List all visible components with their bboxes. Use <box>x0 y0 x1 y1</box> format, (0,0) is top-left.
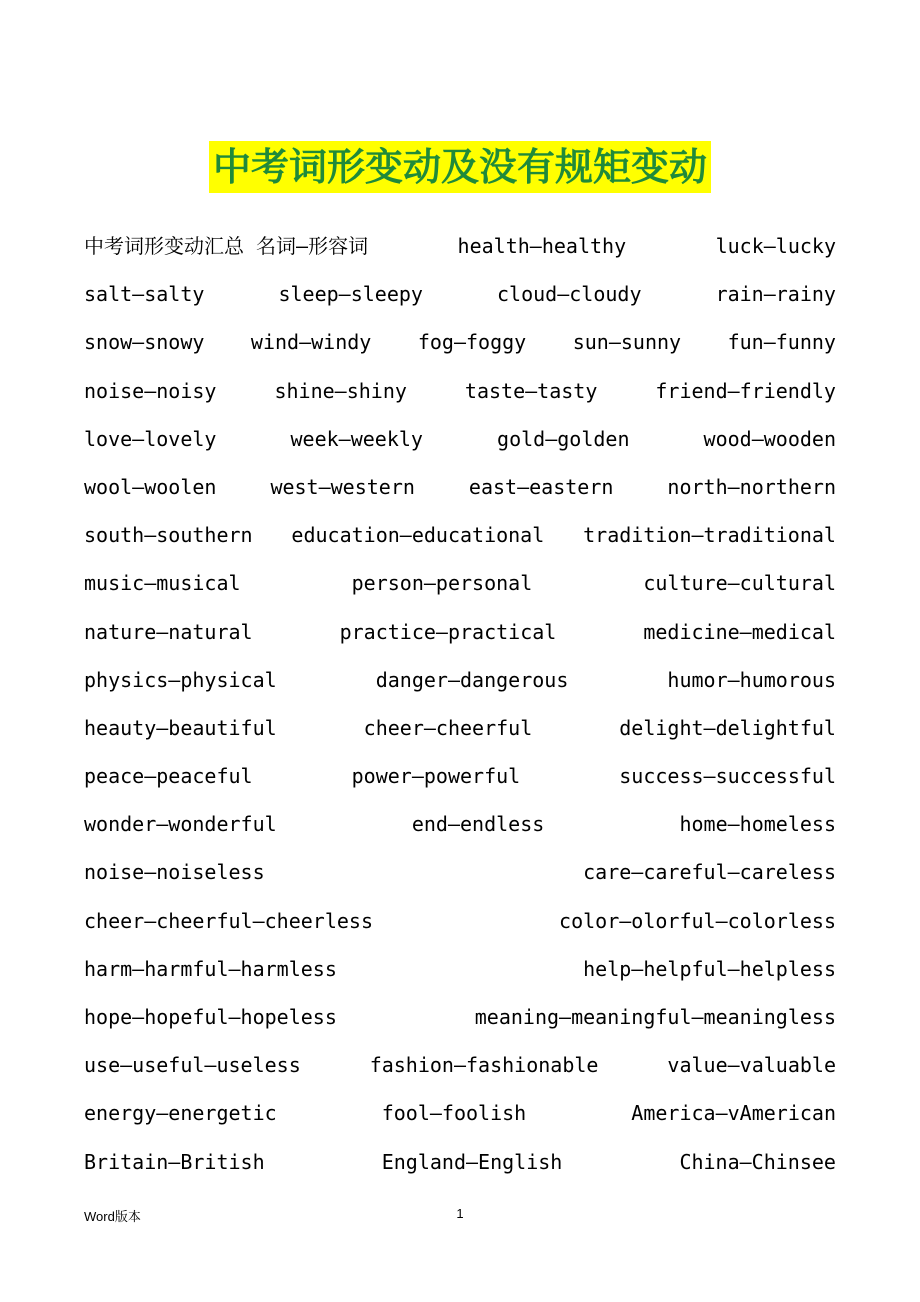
word-pair: Britain—British <box>84 1149 265 1174</box>
word-pair: cheer—cheerful—cheerless <box>84 908 373 933</box>
word-pair: danger—dangerous <box>375 667 569 692</box>
word-pair: shine—shiny <box>274 378 407 403</box>
word-pair: help—helpful—helpless <box>583 956 836 981</box>
word-pair: sun—sunny <box>572 330 682 355</box>
text-line <box>84 704 836 752</box>
word-pair: hope—hopeful—hopeless <box>84 1005 337 1029</box>
word-pair: music—musical <box>84 571 241 596</box>
word-pair: south—southern <box>84 523 253 548</box>
text-line <box>84 752 836 800</box>
word-pair: salt—salty <box>84 282 205 307</box>
text-line <box>84 656 836 704</box>
word-pair: success—successful <box>619 764 836 789</box>
word-pair: tradition—traditional <box>583 523 836 548</box>
word-pair: education—educational <box>291 523 545 548</box>
text-line <box>84 367 836 415</box>
word-pair: end—endless <box>411 812 545 837</box>
word-pair: cheer—cheerful <box>363 715 533 740</box>
text-line <box>84 1138 836 1186</box>
word-pair: wood—wooden <box>703 426 836 451</box>
word-pair: China—Chinsee <box>679 1149 836 1174</box>
word-pair: practice—practical <box>339 619 557 644</box>
word-pair: meaning—meaningful—meaningless <box>474 1005 836 1029</box>
word-pair: America—vAmerican <box>631 1101 836 1126</box>
word-pair: color—olorful—colorless <box>559 908 836 933</box>
text-line <box>84 1041 836 1089</box>
word-pair: noise—noiseless <box>84 860 265 885</box>
document-title: 中考词形变动及没有规矩变动 <box>209 141 711 193</box>
word-pair: energy—energetic <box>84 1101 277 1126</box>
word-pair: north—northern <box>667 474 836 499</box>
word-pair: home—homeless <box>679 812 836 837</box>
text-line <box>84 848 836 896</box>
text-line <box>84 800 836 848</box>
word-pair: noise—noisy <box>84 378 217 403</box>
word-pair: snow—snowy <box>84 330 205 355</box>
word-pair: nature—natural <box>84 619 253 644</box>
word-pair: fashion—fashionable <box>369 1053 599 1078</box>
text-line <box>84 945 836 993</box>
word-pair: week—weekly <box>290 426 423 451</box>
text-line <box>84 559 836 607</box>
word-pair: heauty—beautiful <box>84 715 277 740</box>
word-pair: wonder—wonderful <box>84 812 277 837</box>
word-pair: rain—rainy <box>715 282 836 307</box>
text-line <box>84 463 836 511</box>
word-pair: England—English <box>381 1149 563 1174</box>
word-pair: peace—peaceful <box>84 764 253 789</box>
document-body <box>84 222 836 1186</box>
footer-label: Word版本 <box>84 1209 141 1224</box>
word-pair: fog—foggy <box>417 330 527 355</box>
word-pair: physics—physical <box>84 667 277 692</box>
word-pair: health—healthy <box>457 234 627 258</box>
word-pair: care—careful—careless <box>583 860 836 885</box>
word-pair: power—powerful <box>351 764 521 789</box>
word-pair: delight—delightful <box>619 715 836 740</box>
word-pair: wind—windy <box>250 330 372 355</box>
text-line <box>84 1089 836 1137</box>
word-pair: fool—foolish <box>381 1101 527 1126</box>
text-line <box>84 608 836 656</box>
title-wrapper <box>0 141 920 193</box>
word-pair: humor—humorous <box>667 667 836 692</box>
word-pair: luck—lucky <box>715 234 836 258</box>
word-pair: friend—friendly <box>655 378 836 403</box>
word-pair: medicine—medical <box>643 619 836 644</box>
word-pair: harm—harmful—harmless <box>84 956 337 981</box>
text-line <box>84 270 836 318</box>
text-line <box>84 318 836 366</box>
word-pair: fun—funny <box>727 330 836 355</box>
footer-page-number: 1 <box>456 1206 464 1221</box>
word-pair: sleep—sleepy <box>278 282 423 307</box>
word-pair: culture—cultural <box>643 571 836 596</box>
text-line <box>84 993 836 1041</box>
word-pair: gold—golden <box>497 426 630 451</box>
text-line <box>84 511 836 559</box>
text-line <box>84 415 836 463</box>
word-pair: use—useful—useless <box>84 1053 301 1078</box>
word-pair: west—western <box>270 474 415 499</box>
word-pair: cloud—cloudy <box>497 282 642 307</box>
word-pair: person—personal <box>351 571 533 596</box>
word-pair: love—lovely <box>84 426 217 451</box>
word-pair: east—eastern <box>468 474 614 499</box>
text-line <box>84 897 836 945</box>
word-pair: 中考词形变动汇总 名词—形容词 <box>84 234 369 258</box>
word-pair: value—valuable <box>667 1053 836 1078</box>
text-line <box>84 222 836 270</box>
word-pair: taste—tasty <box>464 378 598 403</box>
word-pair: wool—woolen <box>84 474 217 499</box>
